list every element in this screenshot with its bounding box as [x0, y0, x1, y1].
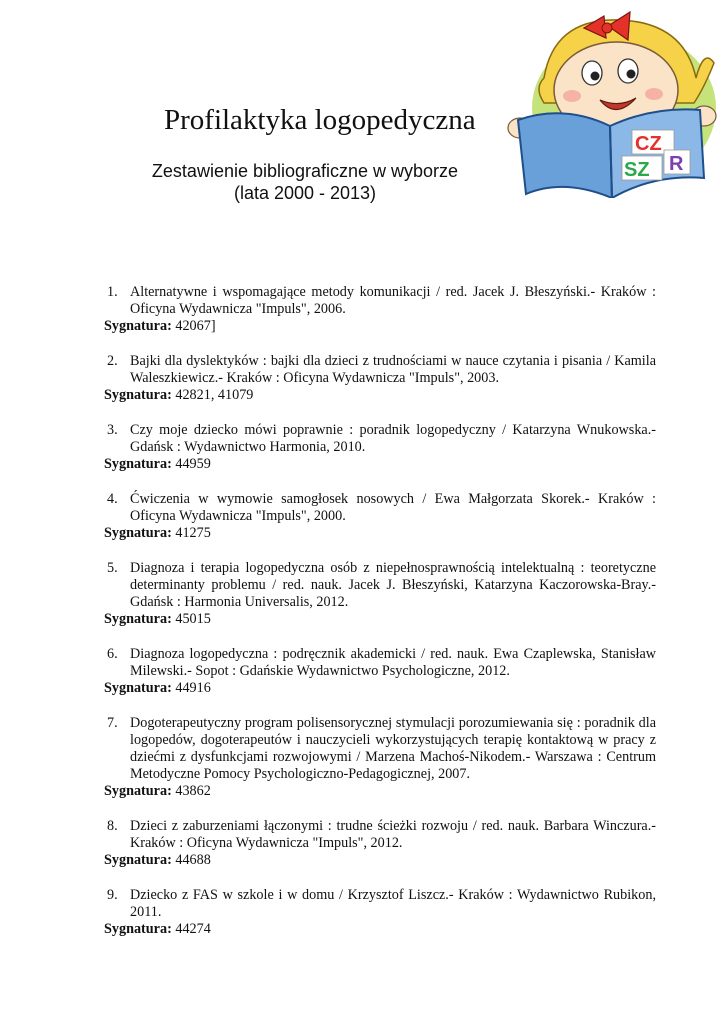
letter-cz: CZ — [635, 133, 662, 155]
entry-text: Alternatywne i wspomagające metody komunikacji / red. Jacek J. Błeszyński.- Kraków : Oficyna Wydawnicza "Impuls", 2006. — [130, 284, 656, 317]
signature-label: Sygnatura: — [104, 852, 172, 868]
entry-signature — [104, 611, 656, 628]
signature-label: Sygnatura: — [104, 611, 172, 627]
entry-number: 1. — [107, 284, 118, 300]
entry-description — [104, 887, 656, 921]
page-title: Profilaktyka logopedyczna — [164, 104, 476, 136]
entry-text: Dziecko z FAS w szkole i w domu / Krzysztof Liszcz.- Kraków : Wydawnictwo Rubikon, 2011. — [130, 887, 656, 920]
page-subtitle — [100, 160, 510, 204]
left-pupil — [591, 72, 600, 81]
signature-label: Sygnatura: — [104, 456, 172, 472]
blue-book — [518, 113, 612, 198]
bow-knot — [602, 23, 612, 33]
entry-number: 2. — [107, 353, 118, 369]
entry-text: Diagnoza i terapia logopedyczna osób z niepełnosprawnością intelektualną : teoretyczne determinanty problemu / red. nauk. Jacek J. Błeszyński, Katarzyna Kaczorowska-Bray.- Gdańsk : Harmonia Universalis, 2012. — [130, 560, 656, 610]
entry-description — [104, 422, 656, 456]
left-cheek — [563, 90, 581, 102]
subtitle-line-1: Zestawienie bibliograficzne w wyborze — [151, 161, 459, 181]
right-cheek — [645, 88, 663, 100]
entry-signature — [104, 680, 656, 697]
entry-signature — [104, 852, 656, 869]
entry-number: 5. — [107, 560, 118, 576]
bibliography-list — [104, 284, 656, 956]
bibliography-entry — [104, 422, 656, 473]
entry-text: Czy moje dziecko mówi poprawnie : poradnik logopedyczny / Katarzyna Wnukowska.- Gdańsk : Wydawnictwo Harmonia, 2010. — [130, 422, 656, 455]
signature-label: Sygnatura: — [104, 525, 172, 541]
entry-description — [104, 715, 656, 783]
entry-number: 4. — [107, 491, 118, 507]
entry-signature — [104, 921, 656, 938]
entry-signature — [104, 318, 656, 335]
bibliography-entry — [104, 491, 656, 542]
entry-text: Diagnoza logopedyczna : podręcznik akademicki / red. nauk. Ewa Czaplewska, Stanisław Milewski.- Sopot : Gdańskie Wydawnictwo Psychologiczne, 2012. — [130, 646, 656, 679]
entry-number: 7. — [107, 715, 118, 731]
signature-label: Sygnatura: — [104, 783, 172, 799]
entry-signature — [104, 783, 656, 800]
entry-text: Dzieci z zaburzeniami łączonymi : trudne ścieżki rozwoju / red. nauk. Barbara Winczura.- Kraków : Oficyna Wydawnicza "Impuls", 2012. — [130, 818, 656, 851]
entry-description — [104, 646, 656, 680]
bibliography-entry — [104, 560, 656, 628]
entry-number: 8. — [107, 818, 118, 834]
entry-description — [104, 353, 656, 387]
right-pupil — [627, 70, 636, 79]
signature-value: 44274 — [175, 921, 211, 937]
signature-label: Sygnatura: — [104, 318, 172, 334]
entry-text: Dogoterapeutyczny program polisensorycznej stymulacji porozumiewania się : poradnik dla logopedów, dogoterapeutów i nauczycieli wykorzystujących terapię kontaktową w pracy z dziećmi z dysfunkcjami rozwojowymi / Marzena Machoś-Nikodem.- Warszawa : Centrum Metodyczne Pomocy Psychologiczno-Pedagogicznej, 2007. — [130, 715, 656, 782]
bibliography-entry — [104, 646, 656, 697]
entry-description — [104, 491, 656, 525]
entry-text: Bajki dla dyslektyków : bajki dla dzieci z trudnościami w nauce czytania i pisania / Kamila Waleszkiewicz.- Kraków : Oficyna Wydawnicza "Impuls", 2003. — [130, 353, 656, 386]
entry-number: 9. — [107, 887, 118, 903]
entry-description — [104, 560, 656, 611]
girl-reading-book-illustration — [504, 8, 724, 198]
signature-label: Sygnatura: — [104, 921, 172, 937]
signature-value: 42821, 41079 — [175, 387, 254, 403]
bibliography-entry — [104, 715, 656, 800]
signature-label: Sygnatura: — [104, 680, 172, 696]
signature-value: 41275 — [175, 525, 211, 541]
signature-value: 43862 — [175, 783, 211, 799]
letter-r: R — [669, 153, 684, 175]
entry-number: 6. — [107, 646, 118, 662]
bibliography-entry — [104, 353, 656, 404]
entry-signature — [104, 456, 656, 473]
bibliography-entry — [104, 818, 656, 869]
signature-label: Sygnatura: — [104, 387, 172, 403]
entry-text: Ćwiczenia w wymowie samogłosek nosowych / Ewa Małgorzata Skorek.- Kraków : Oficyna Wydawnicza "Impuls", 2000. — [130, 491, 656, 524]
entry-signature — [104, 525, 656, 542]
signature-value: 44688 — [175, 852, 211, 868]
signature-value: 42067] — [175, 318, 216, 334]
entry-description — [104, 818, 656, 852]
entry-number: 3. — [107, 422, 118, 438]
entry-description — [104, 284, 656, 318]
signature-value: 44959 — [175, 456, 211, 472]
letter-sz: SZ — [624, 159, 650, 181]
subtitle-line-2: (lata 2000 - 2013) — [233, 183, 377, 203]
bibliography-entry — [104, 887, 656, 938]
signature-value: 44916 — [175, 680, 211, 696]
bibliography-entry — [104, 284, 656, 335]
signature-value: 45015 — [175, 611, 211, 627]
entry-signature — [104, 387, 656, 404]
